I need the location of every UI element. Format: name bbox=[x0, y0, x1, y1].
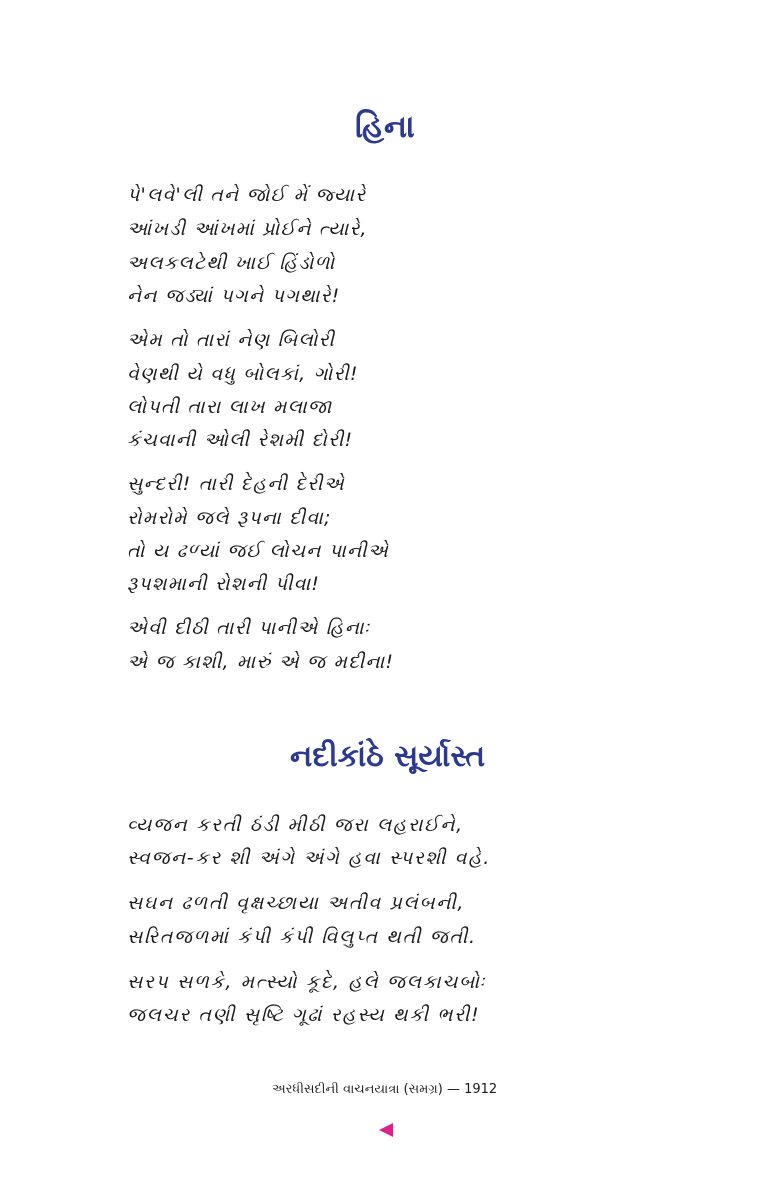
poem-line: લોપતી તારા લાખ મલાજા bbox=[127, 396, 333, 418]
poem-line: રોમરોમે જલે રૂપના દીવા; bbox=[127, 507, 332, 529]
poem-line: સઘન ઢળતી વૃક્ષચ્છાયા અતીવ પ્રલંબની, bbox=[127, 892, 466, 914]
poem-line: એ જ કાશી, મારું એ જ મદીના! bbox=[127, 651, 395, 673]
left-triangle-icon[interactable] bbox=[379, 1123, 393, 1137]
poem-line: સુન્દરી! તારી દેહની દેરીએ bbox=[127, 473, 345, 495]
poem-line: એમ તો તારાં નેણ બિલોરી bbox=[127, 329, 336, 351]
poem-line: એવી દીઠી તારી પાનીએ હિનાઃ bbox=[127, 617, 371, 639]
poem-line: આંખડી આંખમાં પ્રોઈને ત્યારે, bbox=[127, 218, 368, 240]
poem-line: રૂપશમાની રોશની પીવા! bbox=[127, 573, 321, 595]
poem-line: સરિતજળમાં કંપી કંપી વિલુપ્ત થતી જતી. bbox=[127, 926, 477, 948]
poem-line: જલચર તણી સૃષ્ટિ ગૂઢાં રહસ્ય થકી ભરી! bbox=[127, 1004, 481, 1026]
poem-line: સ્વજન-કર શી અંગે અંગે હવા સ્પરશી વહે. bbox=[127, 847, 491, 869]
poem-title: હિના bbox=[355, 109, 415, 145]
poem-line: કંચવાની ઓલી રેશમી દોરી! bbox=[127, 429, 354, 451]
poem-line: વ્યજન કરતી ઠંડી મીઠી જરા લહરાઈને, bbox=[127, 814, 464, 836]
page-footer: અરધીસદીની વાચનયાત્રા (સમગ્ર) — 1912 bbox=[272, 1082, 498, 1097]
poem-line: નેન જડ્યાં પગને પગથારે! bbox=[127, 285, 341, 307]
poem-line: સરપ સળકે, મત્સ્યો કૂદે, હલે જલકાચબોઃ bbox=[127, 971, 487, 993]
poem-line: પે'લવે'લી તને જોઈ મેં જ્યારે bbox=[127, 184, 367, 206]
poem-line: તો ય ઢળ્યાં જઈ લોચન પાનીએ bbox=[127, 540, 390, 562]
poem-title: નદીકાંઠે સૂર્યાસ્ત bbox=[290, 739, 486, 774]
poem-line: અલકલટેથી ખાઈ હિંડોળો bbox=[127, 252, 336, 274]
poem-line: વેણથી યે વધુ બોલકાં, ગોરી! bbox=[127, 363, 359, 385]
